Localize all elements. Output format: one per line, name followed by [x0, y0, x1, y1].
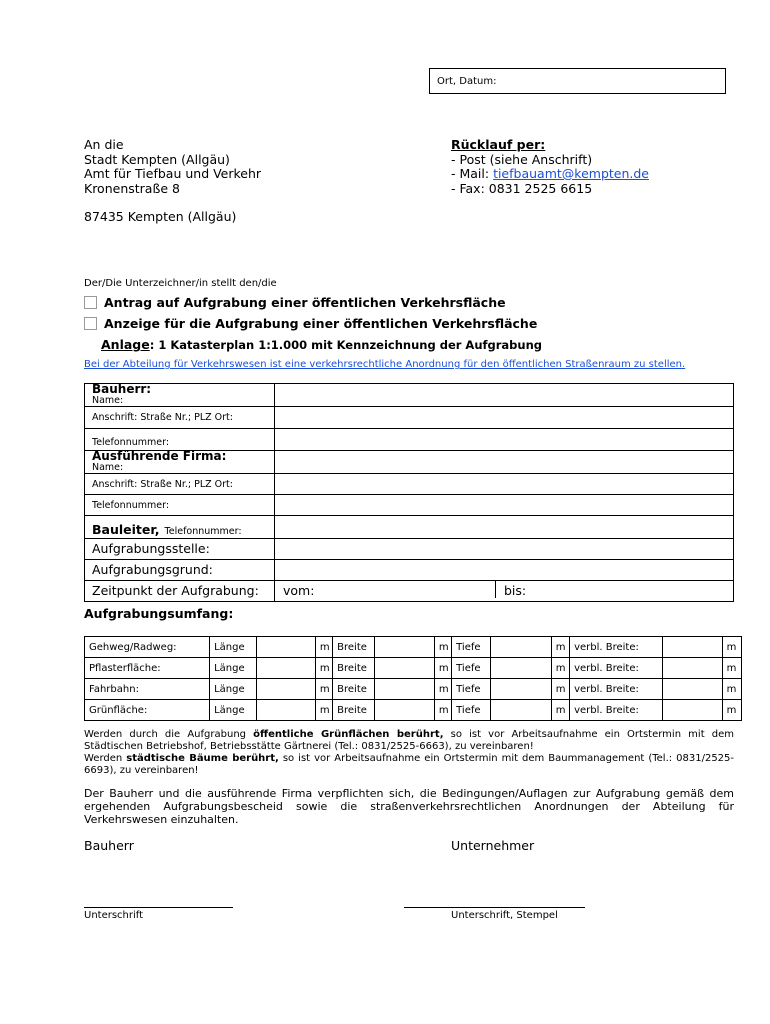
anschrift-label: Anschrift: Straße Nr.; PLZ Ort: [92, 412, 233, 423]
telefon-cell [85, 429, 275, 451]
zeitpunkt-inputs [275, 581, 734, 602]
bauleiter-heading: Bauleiter, [92, 522, 160, 537]
zeitpunkt-label: Zeitpunkt der Aufgrabung: [92, 583, 259, 598]
intro-text: Der/Die Unterzeichner/in stellt den/die [84, 278, 277, 289]
umfang-table [84, 636, 742, 721]
vom-label: vom: [283, 583, 315, 598]
unterschrift-stempel-label: Unterschrift, Stempel [451, 910, 558, 921]
umfang-row-label: Fahrbahn: [85, 679, 210, 700]
breite-label: Breite [333, 637, 375, 658]
laenge-label: Länge [210, 658, 257, 679]
aufgrabungsstelle-input[interactable] [275, 539, 734, 560]
verbl-breite-input[interactable] [662, 637, 722, 658]
bauherr-name-input[interactable] [275, 384, 734, 407]
bauherr-heading: Bauherr: [92, 382, 152, 396]
unit-label: m [315, 637, 332, 658]
unit-label: m [434, 679, 451, 700]
telefon-cell [85, 495, 275, 516]
hinweis-bold: städtische Bäume berührt, [126, 753, 279, 764]
address-line: An die [84, 137, 124, 152]
applicant-table [84, 383, 734, 602]
tiefe-label: Tiefe [452, 679, 491, 700]
breite-label: Breite [333, 679, 375, 700]
hinweis-paragraph [84, 729, 734, 777]
unit-label: m [551, 700, 569, 721]
verbl-breite-input[interactable] [662, 700, 722, 721]
laenge-label: Länge [210, 637, 257, 658]
bauherr-telefon-input[interactable] [275, 429, 734, 451]
ruecklauf-post: - Post (siehe Anschrift) [451, 151, 593, 167]
anlage-text: : 1 Katasterplan 1:1.000 mit Kennzeichnung der Aufgrabung [149, 338, 543, 352]
bauherr-signature-line[interactable] [84, 907, 233, 908]
unterschrift-label: Unterschrift [84, 910, 144, 921]
tiefe-label: Tiefe [452, 658, 491, 679]
laenge-input[interactable] [256, 637, 315, 658]
tiefe-label: Tiefe [452, 637, 491, 658]
mail-link[interactable]: tiefbauamt@kempten.de [493, 166, 649, 181]
tiefe-input[interactable] [490, 637, 551, 658]
bis-input[interactable] [496, 581, 733, 598]
telefon-label: Telefonnummer: [164, 526, 242, 537]
telefon-label: Telefonnummer: [92, 437, 170, 448]
vom-input[interactable] [275, 581, 496, 598]
anschrift-cell [85, 407, 275, 429]
option-label: Anzeige für die Aufgrabung einer öffentlichen Verkehrsfläche [104, 316, 538, 331]
umfang-row-label: Gehweg/Radweg: [85, 637, 210, 658]
unit-label: m [434, 658, 451, 679]
bauherr-signature-label: Bauherr [84, 838, 134, 853]
recipient-address [84, 138, 261, 225]
verbl-breite-input[interactable] [662, 679, 722, 700]
option-anzeige[interactable] [84, 316, 537, 331]
breite-input[interactable] [374, 679, 434, 700]
anlage-label: Anlage [101, 337, 150, 352]
anlage-line [101, 337, 542, 352]
aufgrabungsstelle-label: Aufgrabungsstelle: [92, 541, 210, 556]
umfang-row [85, 700, 742, 721]
verbl-breite-label: verbl. Breite: [570, 637, 663, 658]
unternehmer-signature-label: Unternehmer [451, 838, 535, 853]
aufgrabungsstelle-cell [85, 539, 275, 560]
aufgrabungsgrund-cell [85, 560, 275, 581]
hinweis-text: Werden durch die Aufgrabung [84, 729, 254, 740]
verkehrswesen-note[interactable]: Bei der Abteilung für Verkehrswesen ist eine verkehrsrechtliche Anordnung für den öffentlichen Straßenraum zu stellen. [84, 359, 686, 370]
unit-label: m [434, 700, 451, 721]
verbl-breite-label: verbl. Breite: [570, 700, 663, 721]
breite-input[interactable] [374, 658, 434, 679]
verbl-breite-input[interactable] [662, 658, 722, 679]
unit-label: m [722, 679, 741, 700]
hinweis-text: so ist vor Arbeitsaufnahme ein Ortstermin mit dem Städtischen Betriebshof, Betriebsstätte Gärtnerei (Tel.: 0831/2525-6663), zu vereinbaren! [84, 729, 734, 752]
breite-label: Breite [333, 700, 375, 721]
firma-name-label [85, 451, 275, 474]
umfang-heading: Aufgrabungsumfang: [84, 606, 234, 621]
aufgrabungsgrund-input[interactable] [275, 560, 734, 581]
unit-label: m [315, 679, 332, 700]
ort-datum-field[interactable] [429, 68, 726, 94]
umfang-row-label: Grünfläche: [85, 700, 210, 721]
bis-label: bis: [504, 583, 527, 598]
address-line: Kronenstraße 8 [84, 180, 180, 196]
tiefe-label: Tiefe [452, 700, 491, 721]
ruecklauf-fax: - Fax: 0831 2525 6615 [451, 180, 593, 196]
anzeige-checkbox[interactable] [84, 317, 97, 330]
address-line: Stadt Kempten (Allgäu) [84, 151, 230, 167]
unit-label: m [722, 637, 741, 658]
breite-input[interactable] [374, 637, 434, 658]
hinweis-text: Werden [84, 753, 127, 764]
unit-label: m [315, 700, 332, 721]
laenge-input[interactable] [256, 658, 315, 679]
firma-name-input[interactable] [275, 451, 734, 474]
verbl-breite-label: verbl. Breite: [570, 679, 663, 700]
unit-label: m [722, 700, 741, 721]
umfang-row-label: Pflasterfläche: [85, 658, 210, 679]
address-city: 87435 Kempten (Allgäu) [84, 209, 237, 224]
unit-label: m [551, 658, 569, 679]
unit-label: m [722, 658, 741, 679]
tiefe-input[interactable] [490, 700, 551, 721]
unit-label: m [551, 679, 569, 700]
unternehmer-signature-line[interactable] [404, 907, 585, 908]
umfang-row [85, 658, 742, 679]
verbl-breite-label: verbl. Breite: [570, 658, 663, 679]
bauleiter-cell [85, 516, 275, 539]
umfang-row [85, 679, 742, 700]
firma-anschrift-input[interactable] [275, 474, 734, 495]
unit-label: m [434, 637, 451, 658]
telefon-label: Telefonnummer: [92, 500, 170, 511]
hinweis-bold: öffentliche Grünflächen berührt, [253, 729, 444, 740]
ruecklauf-mail [451, 167, 649, 182]
address-line: Amt für Tiefbau und Verkehr [84, 166, 262, 181]
bauleiter-input[interactable] [275, 516, 734, 539]
tiefe-input[interactable] [490, 658, 551, 679]
tiefe-input[interactable] [490, 679, 551, 700]
firma-heading: Ausführende Firma: [92, 449, 227, 463]
anschrift-label: Anschrift: Straße Nr.; PLZ Ort: [92, 479, 233, 490]
ruecklauf-block [451, 138, 649, 196]
laenge-label: Länge [210, 700, 257, 721]
umfang-row [85, 637, 742, 658]
unit-label: m [315, 658, 332, 679]
bauherr-name-label [85, 384, 275, 407]
hinweis-text: so ist vor Arbeitsaufnahme ein Ortstermin mit dem Baummanagement (Tel.: 0831/2525-6693), zu vereinbaren! [84, 753, 735, 776]
antrag-checkbox[interactable] [84, 296, 97, 309]
option-label: Antrag auf Aufgrabung einer öffentlichen Verkehrsfläche [104, 295, 506, 310]
name-label: Name: [92, 462, 124, 473]
laenge-input[interactable] [256, 679, 315, 700]
option-antrag[interactable] [84, 295, 506, 310]
anschrift-cell [85, 474, 275, 495]
mail-prefix: - Mail: [451, 166, 494, 181]
ruecklauf-heading: Rücklauf per: [451, 137, 546, 152]
firma-telefon-input[interactable] [275, 495, 734, 516]
breite-input[interactable] [374, 700, 434, 721]
aufgrabungsgrund-label: Aufgrabungsgrund: [92, 562, 213, 577]
name-label: Name: [92, 395, 124, 406]
laenge-label: Länge [210, 679, 257, 700]
laenge-input[interactable] [256, 700, 315, 721]
zeitpunkt-cell [85, 581, 275, 602]
bauherr-anschrift-input[interactable] [275, 407, 734, 429]
ort-datum-label: Ort, Datum: [437, 76, 497, 87]
unit-label: m [551, 637, 569, 658]
breite-label: Breite [333, 658, 375, 679]
verpflichtung-paragraph: Der Bauherr und die ausführende Firma verpflichten sich, die Bedingungen/Auflagen zur Aufgrabung gemäß dem ergehenden Aufgrabungsbescheid sowie die straßenverkehrsrechtlichen Anordnungen der Abteilung für Verkehrswesen einzuhalten. [84, 787, 734, 826]
